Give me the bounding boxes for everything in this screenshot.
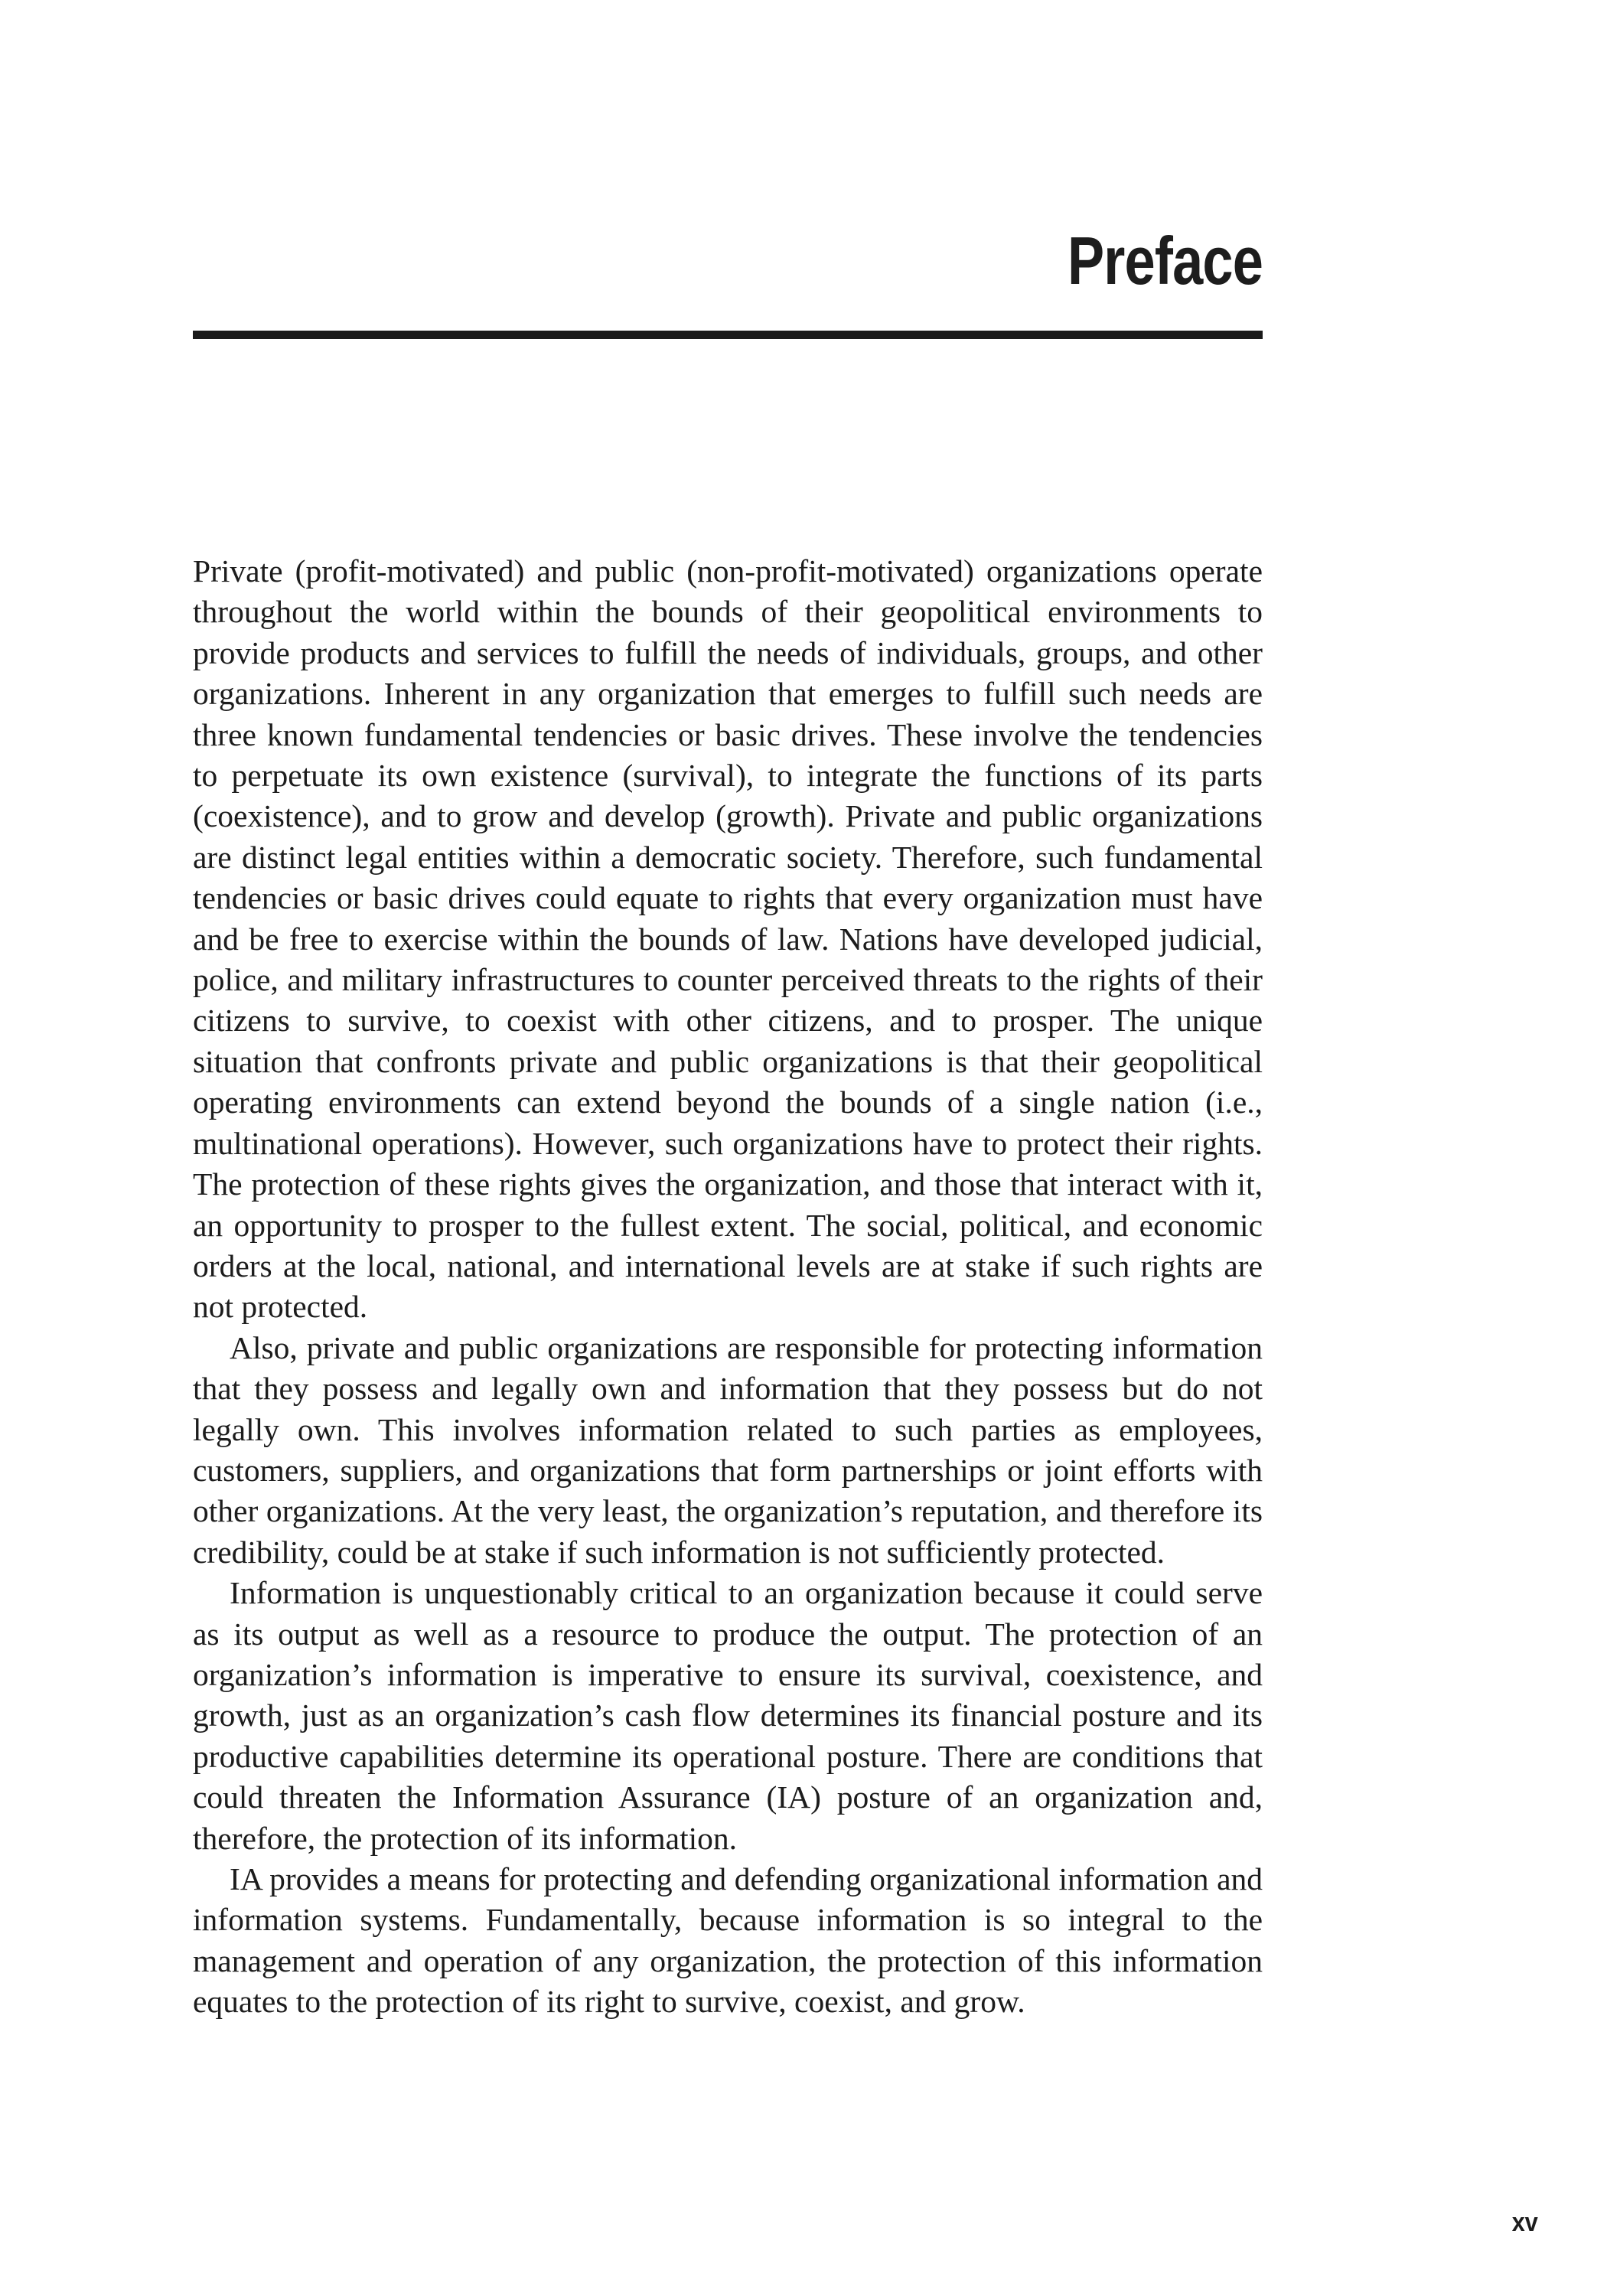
paragraph: Also, private and public organizations are responsible for protecting information that they possess and legally own and information that they possess but do not legally own. This involves information related to such parties as employees, customers, suppliers, and organizations that form partnerships or joint efforts with other organizations. At the very least, the organization’s reputation, and therefore its credibility, could be at stake if such information is not sufficiently protected. <box>193 1329 1263 1570</box>
preface-body <box>193 551 1263 2023</box>
paragraph: Private (profit-motivated) and public (non-profit-motivated) organizations operate throughout the world within the bounds of their geopolitical environments to provide products and services to fulfill the needs of individuals, groups, and other organizations. Inherent in any organization that emerges to fulfill such needs are three known fundamental tendencies or basic drives. These involve the tendencies to perpetuate its own existence (survival), to integrate the functions of its parts (coexistence), and to grow and develop (growth). Private and public organizations are distinct legal entities within a democratic society. Therefore, such fundamental tendencies or basic drives could equate to rights that every organization must have and be free to exercise within the bounds of law. Nations have developed judicial, police, and military infrastructures to counter perceived threats to the rights of their citizens to survive, to coexist with other citizens, and to prosper. The unique situation that confronts private and public organizations is that their geopolitical operating environments can extend beyond the bounds of a single nation (i.e., multinational operations). However, such organizations have to protect their rights. The protection of these rights gives the organization, and those that interact with it, an opportunity to prosper to the fullest extent. The social, political, and economic orders at the local, national, and international levels are at stake if such rights are not protected. <box>193 553 1263 1325</box>
paragraph: Information is unquestionably critical to an organization because it could serve as its output as well as a resource to produce the output. The protection of an organization’s information is imperative to ensure its survival, coexistence, and growth, just as an organization’s cash flow determines its financial posture and its productive capabilities determine its operational posture. There are conditions that could threaten the Information Assurance (IA) posture of an organization and, therefore, the protection of its information. <box>193 1575 1263 1856</box>
paragraph: IA provides a means for protecting and defending organizational information and information systems. Fundamentally, because information is so integral to the management and operation of any organization, the protection of this information equates to the protection of its right to survive, coexist, and grow. <box>193 1861 1263 2020</box>
title-rule <box>193 331 1263 339</box>
page-number: xv <box>1511 2208 1538 2237</box>
chapter-title: Preface <box>1067 223 1263 298</box>
